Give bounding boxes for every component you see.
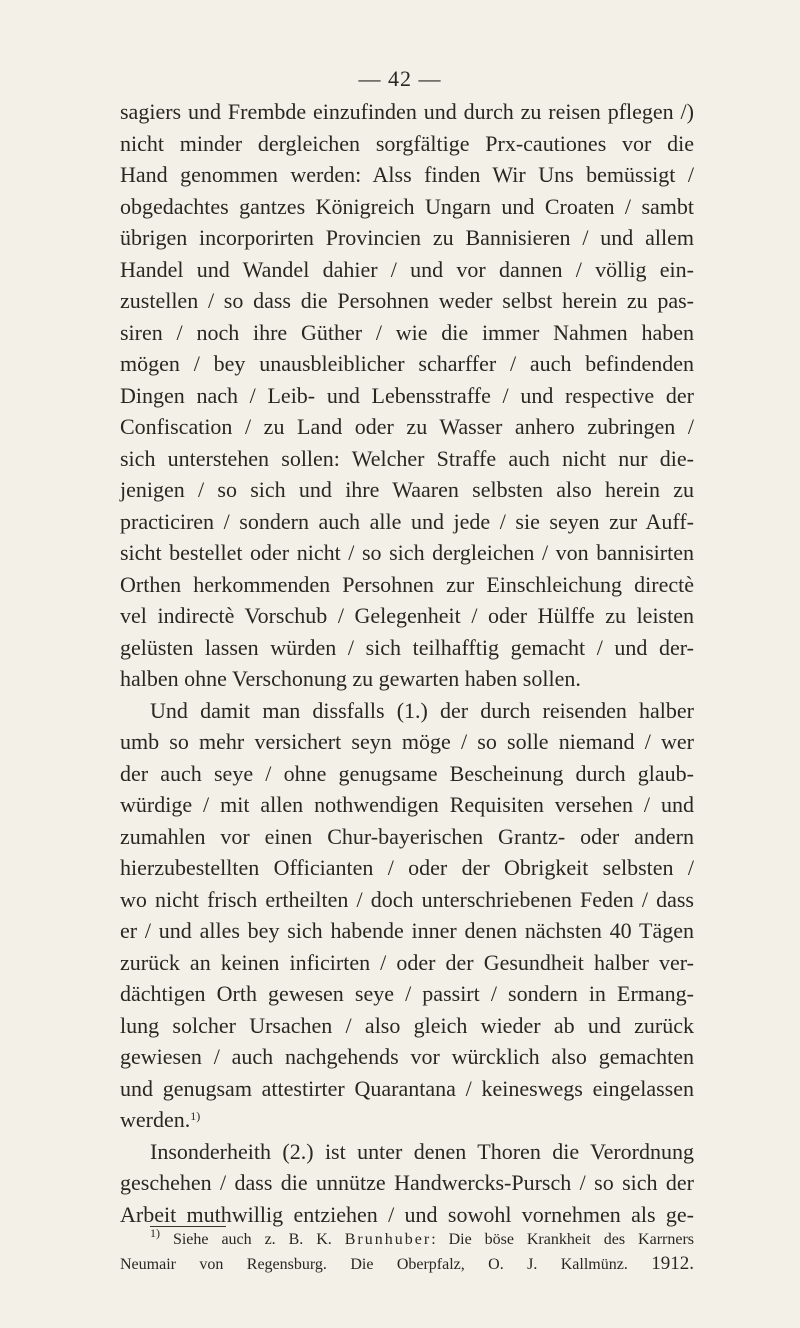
text-line: er / und alles bey sich habende inner denen nächsten 40 Tägen: [120, 918, 694, 943]
text-line: Insonderheith (2.) ist unter denen Thoren die Verordnung: [150, 1138, 694, 1164]
text-line: gelüsten lassen würden / sich teilhafftig gemacht / und der-: [120, 634, 694, 660]
text-line: wo nicht frisch ertheilten / doch unterschriebenen Feden / dass: [120, 886, 694, 912]
text-line: zumahlen vor einen Chur-bayerischen Grantz- oder andern: [120, 823, 694, 849]
text-line: halben ohne Verschonung zu gewarten haben sollen.: [120, 666, 581, 691]
text-line: dächtigen Orth gewesen seye / passirt / sondern in Ermang-: [120, 981, 694, 1006]
text-line: Confiscation / zu Land oder zu Wasser anhero zubringen /: [120, 414, 694, 439]
footnote-text: : Die böse Krankheit des Karrners: [431, 1231, 695, 1248]
text-line: obgedachtes gantzes Königreich Ungarn und Croaten / sambt: [120, 193, 694, 219]
footnote-prefix: Siehe auch z. B. K.: [172, 1231, 332, 1248]
text-line: Handel und Wandel dahier / und vor dannen / völlig ein-: [120, 256, 694, 282]
text-line: siren / noch ihre Güther / wie die immer Nahmen haben: [120, 319, 694, 345]
text-line: vel indirectè Vorschub / Gelegenheit / oder Hülffe zu leisten: [120, 603, 694, 628]
text-line: practiciren / sondern auch alle und jede / sie seyen zur Auff-: [120, 508, 694, 534]
text-line: nicht minder dergleichen sorgfältige Prx-cautiones vor die: [120, 130, 694, 156]
footnote-reference: 1): [190, 1109, 201, 1123]
footnote-author: Brunhuber: [344, 1231, 432, 1248]
text-line: der auch seye / ohne genugsame Bescheinung durch glaub-: [120, 760, 694, 786]
text-line: übrigen incorporirten Provincien zu Bannisieren / und allem: [120, 225, 694, 250]
text-line: zustellen / so dass die Persohnen weder selbst herein zu pas-: [120, 288, 694, 313]
text-line: und genugsam attestirter Quarantana / keineswegs eingelassen: [120, 1075, 694, 1101]
text-line-with-footnote-ref: [120, 1104, 694, 1136]
text-line: umb so mehr versichert seyn möge / so solle niemand / wer: [120, 729, 694, 754]
footnote-marker: 1): [150, 1226, 160, 1240]
text-line: würdige / mit allen nothwendigen Requisiten versehen / und: [120, 792, 694, 817]
text-line: Orthen herkommenden Persohnen zur Einschleichung directè: [120, 571, 694, 597]
footnote-text: Neumair von Regensburg. Die Oberpfalz, O. J. Kallmünz.: [120, 1256, 628, 1273]
body-text: [120, 96, 694, 1230]
text-line: hierzubestellten Officianten / oder der Obrigkeit selbsten /: [120, 855, 694, 880]
text-line: geschehen / dass die unnütze Handwercks-Pursch / so sich der: [120, 1170, 694, 1195]
footnote-divider: [150, 1226, 226, 1227]
footnotes: [120, 1228, 694, 1276]
text-line-content: werden.: [120, 1107, 191, 1132]
footnote-line: [120, 1252, 694, 1276]
footnote-line: [120, 1228, 694, 1252]
text-line: zurück an keinen inficirten / oder der Gesundheit halber ver-: [120, 949, 694, 975]
text-line: Arbeit muthwillig entziehen / und sowohl vornehmen als ge-: [120, 1201, 694, 1227]
text-line: sicht bestellet oder nicht / so sich dergleichen / von bannisirten: [120, 540, 694, 565]
text-line: jenigen / so sich und ihre Waaren selbsten also herein zu: [120, 477, 694, 502]
text-line: lung solcher Ursachen / also gleich wieder ab und zurück: [120, 1012, 694, 1038]
text-line: sich unterstehen sollen: Welcher Straffe auch nicht nur die-: [120, 445, 694, 471]
text-line: gewiesen / auch nachgehends vor würcklich also gemachten: [120, 1044, 694, 1069]
text-line: sagiers und Frembde einzufinden und durch zu reisen pflegen /): [120, 99, 694, 124]
footnote-year: 1912.: [651, 1253, 694, 1274]
page-number: — 42 —: [358, 66, 442, 91]
text-line: Und damit man dissfalls (1.) der durch reisenden halber: [150, 697, 694, 723]
text-line: Dingen nach / Leib- und Lebensstraffe / und respective der: [120, 382, 694, 408]
text-line: Hand genommen werden: Alss finden Wir Uns bemüssigt /: [120, 162, 694, 187]
text-line: mögen / bey unausbleiblicher scharffer / auch befindenden: [120, 351, 694, 376]
